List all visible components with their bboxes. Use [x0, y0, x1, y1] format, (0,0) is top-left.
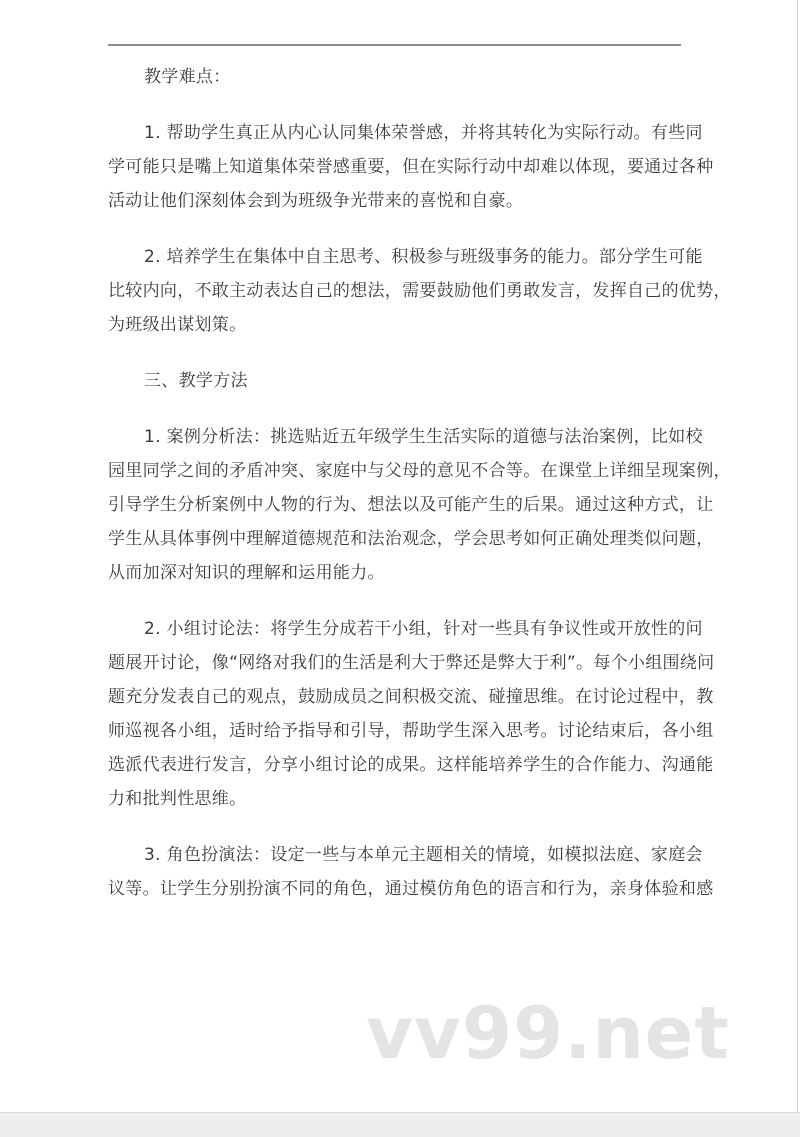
paragraph: [108, 838, 714, 906]
paragraph: [108, 116, 714, 218]
text-line: 议等。让学生分别扮演不同的角色，通过模仿角色的语言和行为，亲身体验和感: [108, 879, 714, 899]
text-line: 2. 培养学生在集体中自主思考、积极参与班级事务的能力。部分学生可能: [144, 247, 703, 267]
paragraph: [108, 420, 731, 590]
text-line: 引导学生分析案例中人物的行为、想法以及可能产生的后果。通过这种方式，让: [108, 495, 714, 515]
paragraph-spacer: [108, 342, 681, 364]
text-line: 2. 小组讨论法：将学生分成若干小组，针对一些具有争议性或开放性的问: [144, 619, 703, 639]
header-rule: [108, 44, 681, 46]
text-line: 题充分发表自己的观点，鼓励成员之间积极交流、碰撞思维。在讨论过程中，教: [108, 687, 714, 707]
watermark: vv99.net: [366, 991, 730, 1075]
text-line: 选派代表进行发言，分享小组讨论的成果。这样能培养学生的合作能力、沟通能: [108, 755, 714, 775]
text-line: 三、教学方法: [144, 371, 248, 391]
text-line: 学可能只是嘴上知道集体荣誉感重要，但在实际行动中却难以体现，要通过各种: [108, 157, 714, 177]
text-line: 力和批判性思维。: [108, 789, 247, 809]
bottom-scroll-bar[interactable]: [0, 1112, 800, 1137]
section-heading: [108, 364, 681, 398]
text-line: 1. 帮助学生真正从内心认同集体荣誉感，并将其转化为实际行动。有些同: [144, 123, 703, 143]
paragraph-spacer: [108, 218, 681, 240]
text-line: 1. 案例分析法：挑选贴近五年级学生生活实际的道德与法治案例，比如校: [144, 427, 703, 447]
text-line: 比较内向，不敢主动表达自己的想法，需要鼓励他们勇敢发言，发挥自己的优势，: [108, 281, 731, 301]
paragraph: [108, 240, 731, 342]
text-line: 教学难点：: [144, 67, 231, 87]
document-body: [108, 60, 731, 906]
text-line: 题展开讨论，像“网络对我们的生活是利大于弊还是弊大于利”。每个小组围绕问: [108, 653, 715, 673]
paragraph-spacer: [108, 590, 681, 612]
text-line: 从而加深对知识的理解和运用能力。: [108, 563, 385, 583]
text-line: 3. 角色扮演法：设定一些与本单元主题相关的情境，如模拟法庭、家庭会: [144, 845, 703, 865]
text-line: 为班级出谋划策。: [108, 315, 247, 335]
paragraph: [108, 612, 715, 816]
text-line: 园里同学之间的矛盾冲突、家庭中与父母的意见不合等。在课堂上详细呈现案例，: [108, 461, 731, 481]
paragraph-spacer: [108, 816, 681, 838]
paragraph-spacer: [108, 94, 681, 116]
text-line: 活动让他们深刻体会到为班级争光带来的喜悦和自豪。: [108, 191, 524, 211]
paragraph-spacer: [108, 398, 681, 420]
text-line: 师巡视各小组，适时给予指导和引导，帮助学生深入思考。讨论结束后，各小组: [108, 721, 714, 741]
section-heading: [108, 60, 681, 94]
text-line: 学生从具体事例中理解道德规范和法治观念，学会思考如何正确处理类似问题，: [108, 529, 714, 549]
